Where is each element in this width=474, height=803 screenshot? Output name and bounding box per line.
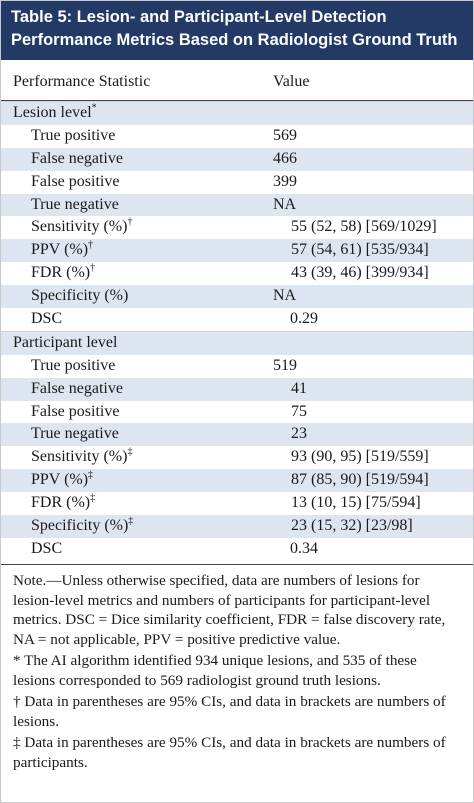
header-value: Value <box>273 73 310 90</box>
header-performance-statistic: Performance Statistic <box>13 73 151 90</box>
row-value: 87 (85, 90) [519/594] <box>291 471 429 489</box>
row-value: NA <box>273 195 297 213</box>
row-statistic: False negative <box>31 149 123 167</box>
row-statistic: Sensitivity (%)‡ <box>31 447 133 466</box>
table-row <box>1 239 473 262</box>
row-statistic: Specificity (%) <box>31 287 129 305</box>
row-value: 55 (52, 58) [569/1029] <box>291 218 437 236</box>
row-value: NA <box>273 287 297 305</box>
row-statistic: DSC <box>31 310 63 328</box>
table-row <box>1 148 473 171</box>
row-statistic: False positive <box>31 172 120 190</box>
row-statistic: PPV (%)† <box>31 240 94 259</box>
table-row <box>1 285 473 308</box>
section-row <box>1 101 473 125</box>
row-statistic: FDR (%)† <box>31 262 96 282</box>
row-statistic: True negative <box>31 425 119 443</box>
table-row <box>1 401 473 424</box>
table-title <box>1 1 473 60</box>
table-row <box>1 378 473 401</box>
row-value: 57 (54, 61) [535/934] <box>291 241 429 259</box>
table-row <box>1 538 473 561</box>
row-value: 399 <box>273 172 297 190</box>
row-value: 93 (90, 95) [519/559] <box>291 448 429 466</box>
row-statistic: DSC <box>31 539 63 557</box>
table-row <box>1 262 473 285</box>
table-body <box>1 101 473 561</box>
table-row <box>1 423 473 446</box>
table-row <box>1 171 473 194</box>
metrics-table <box>1 60 473 561</box>
row-statistic: Participant level <box>13 333 118 351</box>
row-statistic: Sensitivity (%)† <box>31 217 133 236</box>
row-statistic: False negative <box>31 379 123 397</box>
table-title-line-2: Performance Metrics Based on Radiologist Ground Truth <box>11 31 458 49</box>
row-value: 23 <box>291 425 307 443</box>
table-row <box>1 216 473 239</box>
footnote: Note.—Unless otherwise specified, data are numbers of lesions for lesion-level metrics and numbers of participants for participant-level metrics. DSC = Dice similarity coefficient, FDR = false discovery rate, NA = not applicable, PPV = positive predictive value. <box>13 572 446 648</box>
row-statistic: False positive <box>31 402 120 420</box>
table-row <box>1 446 473 469</box>
row-statistic: Specificity (%)‡ <box>31 515 134 535</box>
table-row <box>1 125 473 148</box>
row-statistic: True positive <box>31 356 116 374</box>
table-row <box>1 355 473 378</box>
row-value: 0.34 <box>290 539 318 557</box>
row-statistic: True positive <box>31 126 116 144</box>
footnote: * The AI algorithm identified 934 unique lesions, and 535 of these lesions corresponded to 569 radiologist ground truth lesions. <box>13 652 417 689</box>
table-row <box>1 515 473 538</box>
table-row <box>1 308 473 331</box>
table-title-line-1: Table 5: Lesion- and Participant-Level Detection <box>11 8 387 26</box>
row-value: 0.29 <box>290 310 318 328</box>
row-value: 13 (10, 15) [75/594] <box>291 494 421 512</box>
table-header-row <box>1 60 473 101</box>
row-value: 569 <box>273 126 297 144</box>
footnote: † Data in parentheses are 95% CIs, and data in brackets are numbers of lesions. <box>13 693 446 730</box>
row-value: 466 <box>273 149 297 167</box>
table-row <box>1 492 473 515</box>
row-value: 75 <box>291 402 307 420</box>
row-value: 41 <box>291 379 307 397</box>
row-value: 43 (39, 46) [399/934] <box>291 264 429 282</box>
row-statistic: True negative <box>31 195 119 213</box>
row-statistic: FDR (%)‡ <box>31 492 96 512</box>
table-notes <box>1 564 473 774</box>
table-row <box>1 194 473 217</box>
row-statistic: Lesion level* <box>13 102 97 121</box>
section-row <box>1 331 473 355</box>
row-value: 23 (15, 32) [23/98] <box>291 517 413 535</box>
row-statistic: PPV (%)‡ <box>31 469 94 489</box>
footnote: ‡ Data in parentheses are 95% CIs, and data in brackets are numbers of participants. <box>13 734 446 771</box>
row-value: 519 <box>273 356 297 374</box>
table-row <box>1 469 473 492</box>
